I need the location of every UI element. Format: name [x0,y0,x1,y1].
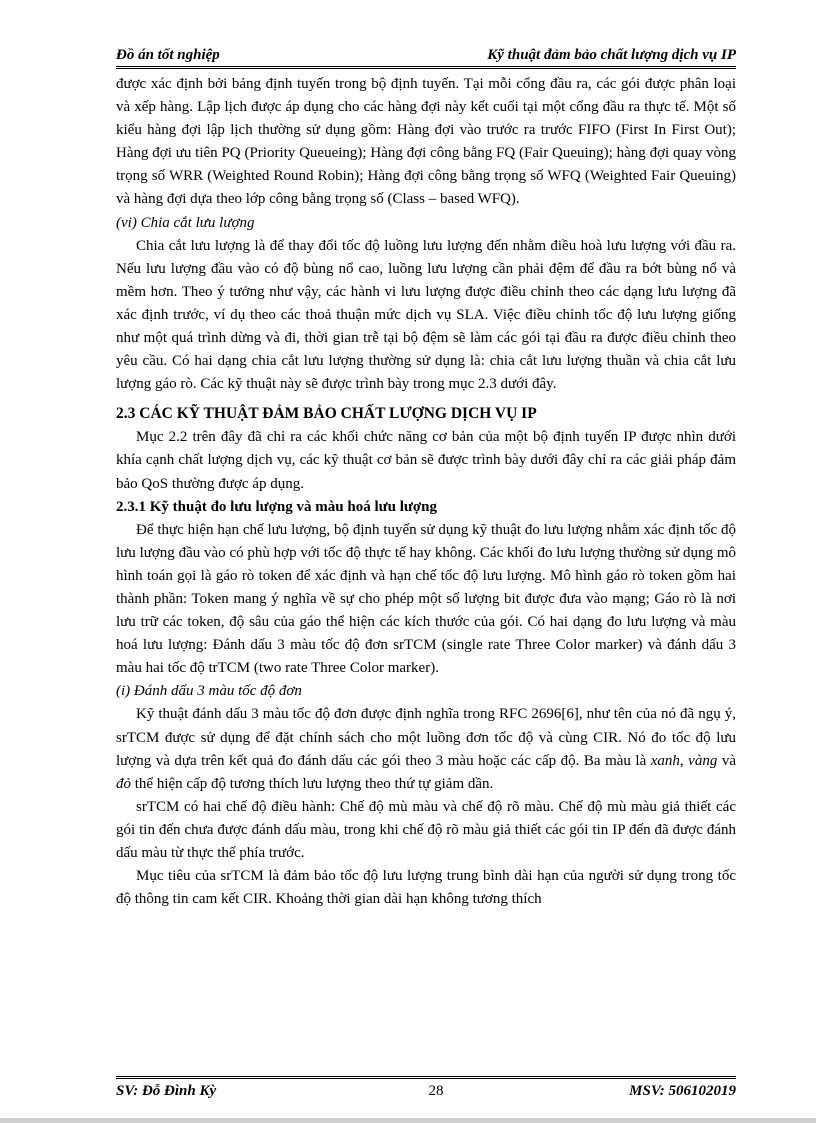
footer-student-id: MSV: 506102019 [629,1083,736,1099]
page-footer [116,1083,736,1105]
footer-rule [116,1076,736,1079]
footer-student-name: SV: Đỗ Đình Kỳ [116,1083,217,1099]
srtcm-text-end: thể hiện cấp độ tương thích lưu lượng theo thứ tự giảm dần. [131,775,494,792]
page-header [116,44,736,66]
section-heading-2-3-1: 2.3.1 Kỹ thuật đo lưu lượng và màu hoá lưu lượng [116,498,438,515]
header-rule [116,66,736,69]
subsection-traffic-shaping: (vi) Chia cắt lưu lượng [116,214,255,231]
page-body [116,73,736,911]
color-sep: , [679,752,689,769]
paragraph-srtcm-goal: Mục tiêu của srTCM là đảm bảo tốc độ lưu lượng trung bình dài hạn của người sử dụng trong tốc độ thông tin cam kết CIR. Khoảng thời gian dài hạn không tương thích [116,868,736,908]
paragraph-srtcm-definition [116,703,736,795]
subsection-srtcm: (i) Đánh dấu 3 màu tốc độ đơn [116,683,302,700]
color-green-term: xanh [650,752,680,769]
color-yellow-term: vàng [688,752,718,769]
color-red-term: đỏ [116,775,131,792]
paragraph-section-intro: Mục 2.2 trên đây đã chỉ ra các khối chức năng cơ bản của một bộ định tuyến IP được nhìn dưới khía cạnh chất lượng dịch vụ, các kỹ thuật cơ bản sẽ được trình bày dưới đây chỉ ra các giải pháp đảm bảo QoS thường được áp dụng. [116,429,736,492]
color-and: và [717,752,736,769]
page-number: 28 [428,1083,444,1099]
paragraph-queue-types: được xác định bởi bảng định tuyến trong bộ định tuyến. Tại mỗi cổng đầu ra, các gói được phân loại và xếp hàng. Lập lịch được áp dụng cho các hàng đợi này kết cuối tại một cổng đầu ra thực tế. Một số kiểu hàng đợi lập lịch thường sử dụng gồm: Hàng đợi vào trước ra trước FIFO (First In First Out); Hàng đợi ưu tiên PQ (Priority Queueing); Hàng đợi công bằng FQ (Fair Queuing); hàng đợi quay vòng trọng số WRR (Weighted Round Robin); Hàng đợi công bằng trọng số WFQ (Weighted Fair Queuing) và hàng đợi dựa theo lớp công bằng trọng số (Class – based WFQ). [116,76,736,208]
paragraph-traffic-shaping: Chia cắt lưu lượng là để thay đổi tốc độ luồng lưu lượng đến nhằm điều hoà lưu lượng với đầu ra. Nếu lưu lượng đầu vào có độ bùng nổ cao, luồng lưu lượng cần phải đệm để đầu ra bớt bùng nổ và mềm hơn. Theo ý tưởng như vậy, các hành vi lưu lượng được điều chỉnh theo các dạng lưu lượng đã xác định trước, ví dụ theo các thoả thuận mức dịch vụ SLA. Việc điều chỉnh tốc độ lưu lượng giống như một quá trình dừng và đi, thời gian trễ tại bộ đệm sẽ làm các gói tại đầu ra được điều chỉnh theo yêu cầu. Có hai dạng chia cắt lưu lượng thường sử dụng là: chia cắt lưu lượng thuần và chia cắt lưu lượng gáo rò. Các kỹ thuật này sẽ được trình bày trong mục 2.3 dưới đây. [116,237,736,393]
header-topic-title: Kỹ thuật đảm bảo chất lượng dịch vụ IP [487,47,736,63]
paragraph-metering: Để thực hiện hạn chế lưu lượng, bộ định tuyến sử dụng kỹ thuật đo lưu lượng nhằm xác định tốc độ lưu lượng đầu vào có phù hợp với tốc độ thực tế hay không. Các khối đo lưu lượng thường sử dụng mô hình toán gọi là gáo rò token để xác định và hạn chế tốc độ lưu lượng. Mô hình gáo rò token gồm hai thành phần: Token mang ý nghĩa về sự cho phép một số lượng bit được đưa vào mạng; Gáo rò là nơi lưu trữ các token, độ sâu của gáo thể hiện các kích thước của gói. Có hai dạng đo lưu lượng và màu hoá lưu lượng: Đánh dấu 3 màu tốc độ đơn srTCM (single rate Three Color marker) và đánh dấu 3 màu hai tốc độ trTCM (two rate Three Color marker). [116,521,736,677]
page-edge [0,1118,816,1123]
srtcm-text-start: Kỹ thuật đánh dấu 3 màu tốc độ đơn được định nghĩa trong RFC 2696[6], như tên của nó đã ngụ ý, srTCM được sử dụng để đặt chính sách cho một luồng đơn tốc độ và cùng CIR. Nó đo tốc độ lưu lượng và dựa trên kết quả đo đánh dấu các gói theo 3 màu hoặc các cấp độ. Ba màu là [116,706,736,769]
section-heading-2-3: 2.3 CÁC KỸ THUẬT ĐẢM BẢO CHẤT LƯỢNG DỊCH VỤ IP [116,405,537,423]
paragraph-srtcm-modes: srTCM có hai chế độ điều hành: Chế độ mù màu và chế độ rõ màu. Chế độ mù màu giả thiết các gói tin đến chưa được đánh dấu màu, trong khi chế độ rõ màu giả thiết các gói tin IP đến đã được đánh dấu màu từ thực thể phía trước. [116,798,736,861]
header-thesis-label: Đồ án tốt nghiệp [116,47,220,63]
